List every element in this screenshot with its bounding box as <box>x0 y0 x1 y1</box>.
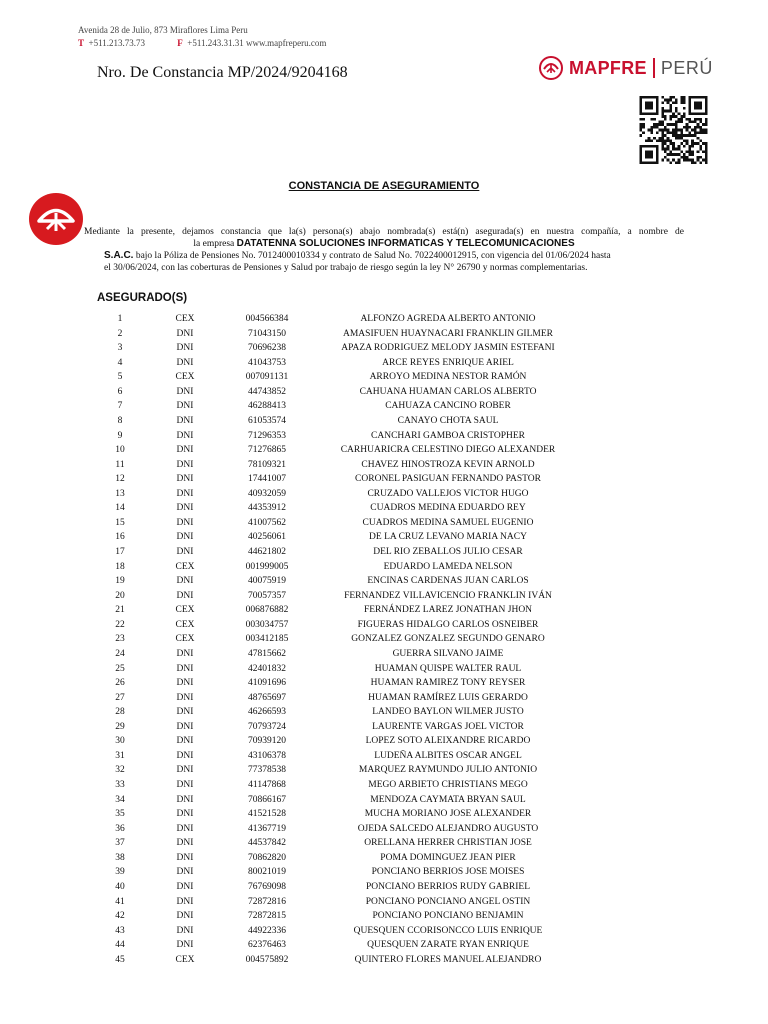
document-id: 17441007 <box>248 474 286 485</box>
row-number: 24 <box>115 648 125 659</box>
document-type: CEX <box>175 619 195 630</box>
row-number: 27 <box>115 692 125 703</box>
row-number: 40 <box>115 881 125 892</box>
insured-name: MENDOZA CAYMATA BRYAN SAUL <box>370 794 526 805</box>
document-id: 003412185 <box>245 634 289 645</box>
list-item <box>0 618 768 633</box>
list-item <box>0 676 768 691</box>
list-item <box>0 603 768 618</box>
document-id: 44743852 <box>248 386 286 397</box>
insured-name: POMA DOMINGUEZ JEAN PIER <box>380 852 516 863</box>
insured-name: HUAMAN RAMIREZ TONY REYSER <box>370 678 526 689</box>
insured-name: FERNÁNDEZ LAREZ JONATHAN JHON <box>363 605 533 616</box>
insured-name: GUERRA SILVANO JAIME <box>392 648 504 659</box>
brand-name: MAPFRE <box>569 57 647 78</box>
row-number: 1 <box>117 314 123 324</box>
list-item <box>0 851 768 866</box>
document-type: DNI <box>176 445 194 456</box>
insured-name: LANDEO BAYLON WILMER JUSTO <box>372 707 524 718</box>
document-type: DNI <box>176 547 194 557</box>
document-type: DNI <box>176 692 194 703</box>
document-type: DNI <box>176 852 194 863</box>
document-type: CEX <box>175 314 195 324</box>
tel-label: T <box>78 38 85 48</box>
row-number: 31 <box>115 750 125 761</box>
document-type: DNI <box>176 721 194 732</box>
insured-name: CRUZADO VALLEJOS VICTOR HUGO <box>367 488 529 499</box>
list-item <box>0 647 768 662</box>
insured-name: ALFONZO AGREDA ALBERTO ANTONIO <box>360 314 536 324</box>
document-type: DNI <box>176 430 194 441</box>
brand-divider <box>653 58 655 78</box>
row-number: 6 <box>117 386 123 397</box>
document-id: 41367719 <box>248 823 286 834</box>
row-number: 45 <box>115 954 125 965</box>
document-type: DNI <box>176 750 194 761</box>
constancia-number: Nro. De Constancia MP/2024/9204168 <box>97 64 348 81</box>
document-id: 001999005 <box>245 561 289 572</box>
document-id: 76769098 <box>248 881 286 892</box>
document-type: DNI <box>176 765 194 776</box>
insured-name: MUCHA MORIANO JOSE ALEXANDER <box>364 809 532 820</box>
list-item <box>0 778 768 793</box>
list-item <box>0 560 768 575</box>
mapfre-logo <box>539 56 713 80</box>
fax-and-website: +511.243.31.31 www.mapfreperu.com <box>187 38 327 48</box>
insured-name: DEL RIO ZEBALLOS JULIO CESAR <box>373 547 523 557</box>
insured-name: QUESQUEN ZARATE RYAN ENRIQUE <box>367 940 529 951</box>
insured-name: LOPEZ SOTO ALEIXANDRE RICARDO <box>365 736 531 747</box>
mapfre-emblem-icon <box>539 56 563 80</box>
document-id: 46266593 <box>248 707 286 718</box>
row-number: 41 <box>115 896 125 907</box>
list-item <box>0 385 768 400</box>
document-id: 40075919 <box>248 576 286 587</box>
header-address-block <box>78 24 326 50</box>
intro-paragraph <box>84 226 684 274</box>
document-type: DNI <box>176 940 194 951</box>
document-type: DNI <box>176 357 194 368</box>
insured-name: MEGO ARBIETO CHRISTIANS MEGO <box>368 780 528 790</box>
list-item <box>0 516 768 531</box>
document-id: 43106378 <box>248 750 286 761</box>
insured-name: PONCIANO BERRIOS JOSE MOISES <box>371 867 525 878</box>
intro-company-lead: la empresa <box>193 239 235 249</box>
row-number: 17 <box>115 547 125 557</box>
insured-name: HUAMAN QUISPE WALTER RAUL <box>374 663 522 674</box>
document-id: 44353912 <box>248 503 286 514</box>
company-name: DATATENNA SOLUCIONES INFORMATICAS Y TELECOMUNICACIONES <box>236 238 575 249</box>
document-id: 41521528 <box>248 809 286 820</box>
document-id: 44537842 <box>248 838 286 849</box>
document-type: CEX <box>175 954 195 965</box>
tel-number: +511.213.73.73 <box>88 38 146 48</box>
row-number: 43 <box>115 925 125 936</box>
list-item <box>0 909 768 924</box>
document-id: 003034757 <box>245 619 289 630</box>
list-item <box>0 749 768 764</box>
document-id: 70862820 <box>248 852 286 863</box>
intro-line-2 <box>84 238 684 250</box>
list-item <box>0 720 768 735</box>
row-number: 11 <box>115 459 125 470</box>
document-type: DNI <box>176 576 194 587</box>
row-number: 7 <box>117 401 123 412</box>
insured-list <box>0 312 768 967</box>
list-item <box>0 632 768 647</box>
document-id: 48765697 <box>248 692 286 703</box>
document-id: 44621802 <box>248 547 286 557</box>
list-item <box>0 429 768 444</box>
document-type: DNI <box>176 823 194 834</box>
row-number: 5 <box>117 372 123 383</box>
document-type: DNI <box>176 896 194 907</box>
document-type: DNI <box>176 532 194 543</box>
list-item <box>0 574 768 589</box>
row-number: 29 <box>115 721 125 732</box>
insured-name: QUESQUEN CCORISONCCO LUIS ENRIQUE <box>353 925 543 936</box>
insured-name: LAURENTE VARGAS JOEL VICTOR <box>372 721 524 732</box>
document-type: DNI <box>176 648 194 659</box>
intro-line-3 <box>84 250 684 262</box>
insured-name: HUAMAN RAMÍREZ LUIS GERARDO <box>368 692 528 703</box>
row-number: 3 <box>117 343 123 354</box>
list-item <box>0 895 768 910</box>
qr-code-icon <box>637 96 710 164</box>
row-number: 32 <box>115 765 125 776</box>
document-type: DNI <box>176 415 194 426</box>
row-number: 16 <box>115 532 125 543</box>
document-type: DNI <box>176 343 194 354</box>
document-type: DNI <box>176 911 194 922</box>
document-id: 78109321 <box>248 459 286 470</box>
list-item <box>0 807 768 822</box>
document-type: DNI <box>176 663 194 674</box>
document-id: 72872815 <box>248 911 286 922</box>
document-type: DNI <box>176 794 194 805</box>
row-number: 39 <box>115 867 125 878</box>
row-number: 13 <box>115 488 125 499</box>
row-number: 9 <box>117 430 123 441</box>
row-number: 42 <box>115 911 125 922</box>
document-id: 71043150 <box>248 328 286 339</box>
list-item <box>0 530 768 545</box>
row-number: 44 <box>115 940 125 951</box>
insured-name: APAZA RODRIGUEZ MELODY JASMIN ESTEFANI <box>341 343 555 354</box>
document-type: CEX <box>175 634 195 645</box>
document-id: 42401832 <box>248 663 286 674</box>
insured-name: CANCHARI GAMBOA CRISTOPHER <box>371 430 525 441</box>
intro-line-4: el 30/06/2024, con las coberturas de Pensiones y Salud por trabajo de riesgo según la ley N° 26790 y normas complementarias. <box>104 263 588 273</box>
insured-name: CARHUARICRA CELESTINO DIEGO ALEXANDER <box>340 445 556 456</box>
document-id: 61053574 <box>248 415 286 426</box>
document-id: 62376463 <box>248 940 286 951</box>
document-type: DNI <box>176 867 194 878</box>
document-id: 80021019 <box>248 867 286 878</box>
row-number: 10 <box>115 445 125 456</box>
list-item <box>0 443 768 458</box>
row-number: 38 <box>115 852 125 863</box>
list-item <box>0 589 768 604</box>
document-type: DNI <box>176 401 194 412</box>
intro-line-1: Mediante la presente, dejamos constancia que la(s) persona(s) abajo nombrada(s) está(n) asegurada(s) en nuestra compañía, a nombre de <box>84 227 684 237</box>
document-type: DNI <box>176 780 194 790</box>
insured-name: CUADROS MEDINA SAMUEL EUGENIO <box>362 517 534 528</box>
insured-name: ARROYO MEDINA NESTOR RAMÓN <box>369 372 527 383</box>
list-item <box>0 691 768 706</box>
list-item <box>0 880 768 895</box>
row-number: 30 <box>115 736 125 747</box>
list-item <box>0 341 768 356</box>
document-type: DNI <box>176 503 194 514</box>
document-id: 70866167 <box>248 794 286 805</box>
insured-name: ARCE REYES ENRIQUE ARIEL <box>382 357 514 368</box>
document-id: 007091131 <box>245 372 289 383</box>
insured-name: CUADROS MEDINA EDUARDO REY <box>370 503 526 514</box>
document-title-text: CONSTANCIA DE ASEGURAMIENTO <box>288 180 480 192</box>
document-id: 70793724 <box>248 721 286 732</box>
row-number: 37 <box>115 838 125 849</box>
insured-name: PONCIANO PONCIANO BENJAMIN <box>372 911 524 922</box>
list-item <box>0 399 768 414</box>
document-type: DNI <box>176 707 194 718</box>
document-id: 70057357 <box>248 590 286 601</box>
document-type: CEX <box>175 372 195 383</box>
list-item <box>0 822 768 837</box>
list-item <box>0 472 768 487</box>
document-type: DNI <box>176 736 194 747</box>
insured-name: FERNANDEZ VILLAVICENCIO FRANKLIN IVÁN <box>344 590 552 601</box>
document-type: DNI <box>176 488 194 499</box>
brand-country: PERÚ <box>660 57 713 78</box>
document-type: DNI <box>176 474 194 485</box>
list-item <box>0 938 768 953</box>
insured-name: PONCIANO PONCIANO ANGEL OSTIN <box>365 896 531 907</box>
list-item <box>0 370 768 385</box>
row-number: 18 <box>115 561 125 572</box>
document-type: DNI <box>176 517 194 528</box>
row-number: 21 <box>115 605 125 616</box>
address-line: Avenida 28 de Julio, 873 Miraflores Lima Peru <box>78 25 248 35</box>
insured-name: CANAYO CHOTA SAUL <box>397 415 499 426</box>
row-number: 25 <box>115 663 125 674</box>
document-id: 41007562 <box>248 517 286 528</box>
row-number: 22 <box>115 619 125 630</box>
document-id: 40932059 <box>248 488 286 499</box>
list-item <box>0 763 768 778</box>
insured-name: CAHUANA HUAMAN CARLOS ALBERTO <box>359 386 537 397</box>
contact-line <box>78 37 326 50</box>
document-type: DNI <box>176 459 194 470</box>
document-type: DNI <box>176 328 194 339</box>
document-id: 70939120 <box>248 736 286 747</box>
row-number: 15 <box>115 517 125 528</box>
insured-name: AMASIFUEN HUAYNACARI FRANKLIN GILMER <box>343 328 553 339</box>
row-number: 33 <box>115 780 125 790</box>
list-item <box>0 705 768 720</box>
list-item <box>0 545 768 560</box>
insured-name: LUDEÑA ALBITES OSCAR ANGEL <box>374 750 522 761</box>
document-title <box>0 180 768 192</box>
insured-name: CORONEL PASIGUAN FERNANDO PASTOR <box>355 474 541 485</box>
list-item <box>0 793 768 808</box>
insured-name: DE LA CRUZ LEVANO MARIA NACY <box>369 532 527 543</box>
insured-name: GONZALEZ GONZALEZ SEGUNDO GENARO <box>351 634 545 645</box>
row-number: 28 <box>115 707 125 718</box>
insured-name: QUINTERO FLORES MANUEL ALEJANDRO <box>354 954 542 965</box>
list-item <box>0 865 768 880</box>
insured-name: CAHUAZA CANCINO ROBER <box>385 401 511 412</box>
document-id: 006876882 <box>245 605 289 616</box>
row-number: 8 <box>117 415 123 426</box>
document-id: 71296353 <box>248 430 286 441</box>
fax-label: F <box>177 38 183 48</box>
row-number: 20 <box>115 590 125 601</box>
list-item <box>0 458 768 473</box>
document-id: 44922336 <box>248 925 286 936</box>
document-id: 46288413 <box>248 401 286 412</box>
insured-name: MARQUEZ RAYMUNDO JULIO ANTONIO <box>358 765 538 776</box>
document-type: CEX <box>175 561 195 572</box>
list-item <box>0 312 768 327</box>
document-type: DNI <box>176 881 194 892</box>
document-id: 47815662 <box>248 648 286 659</box>
section-title-insured: ASEGURADO(S) <box>97 292 188 304</box>
list-item <box>0 662 768 677</box>
document-type: DNI <box>176 925 194 936</box>
insured-name: PONCIANO BERRIOS RUDY GABRIEL <box>365 881 531 892</box>
document-id: 41091696 <box>248 678 286 689</box>
row-number: 4 <box>117 357 123 368</box>
row-number: 36 <box>115 823 125 834</box>
insured-name: EDUARDO LAMEDA NELSON <box>383 561 513 572</box>
row-number: 12 <box>115 474 125 485</box>
row-number: 35 <box>115 809 125 820</box>
row-number: 26 <box>115 678 125 689</box>
list-item <box>0 836 768 851</box>
document-id: 77378538 <box>248 765 286 776</box>
document-type: DNI <box>176 838 194 849</box>
list-item <box>0 327 768 342</box>
document-id: 004566384 <box>245 314 289 324</box>
list-item <box>0 414 768 429</box>
document-id: 72872816 <box>248 896 286 907</box>
insured-name: ORELLANA HERRER CHRISTIAN JOSE <box>364 838 532 849</box>
document-id: 41147868 <box>248 780 286 790</box>
company-suffix: S.A.C. <box>104 250 134 261</box>
document-type: DNI <box>176 678 194 689</box>
document-type: DNI <box>176 386 194 397</box>
list-item <box>0 734 768 749</box>
document-id: 40256061 <box>248 532 286 543</box>
insured-name: OJEDA SALCEDO ALEJANDRO AUGUSTO <box>357 823 539 834</box>
insured-name: CHAVEZ HINOSTROZA KEVIN ARNOLD <box>361 459 535 470</box>
mapfre-seal-icon <box>29 193 83 245</box>
list-item <box>0 501 768 516</box>
list-item <box>0 356 768 371</box>
insured-name: FIGUERAS HIDALGO CARLOS OSNEIBER <box>357 619 539 630</box>
row-number: 34 <box>115 794 125 805</box>
list-item <box>0 487 768 502</box>
row-number: 19 <box>115 576 125 587</box>
list-item <box>0 924 768 939</box>
document-type: CEX <box>175 605 195 616</box>
row-number: 14 <box>115 503 125 514</box>
policy-details: bajo la Póliza de Pensiones No. 7012400010334 y contrato de Salud No. 7022400012915, con vigencia del 01/06/2024 hasta <box>135 251 611 261</box>
document-type: DNI <box>176 809 194 820</box>
row-number: 2 <box>117 328 123 339</box>
list-item <box>0 953 768 968</box>
document-id: 70696238 <box>248 343 286 354</box>
document-id: 71276865 <box>248 445 286 456</box>
document-id: 41043753 <box>248 357 286 368</box>
document-id: 004575892 <box>245 954 289 965</box>
row-number: 23 <box>115 634 125 645</box>
document-type: DNI <box>176 590 194 601</box>
insured-name: ENCINAS CARDENAS JUAN CARLOS <box>367 576 529 587</box>
